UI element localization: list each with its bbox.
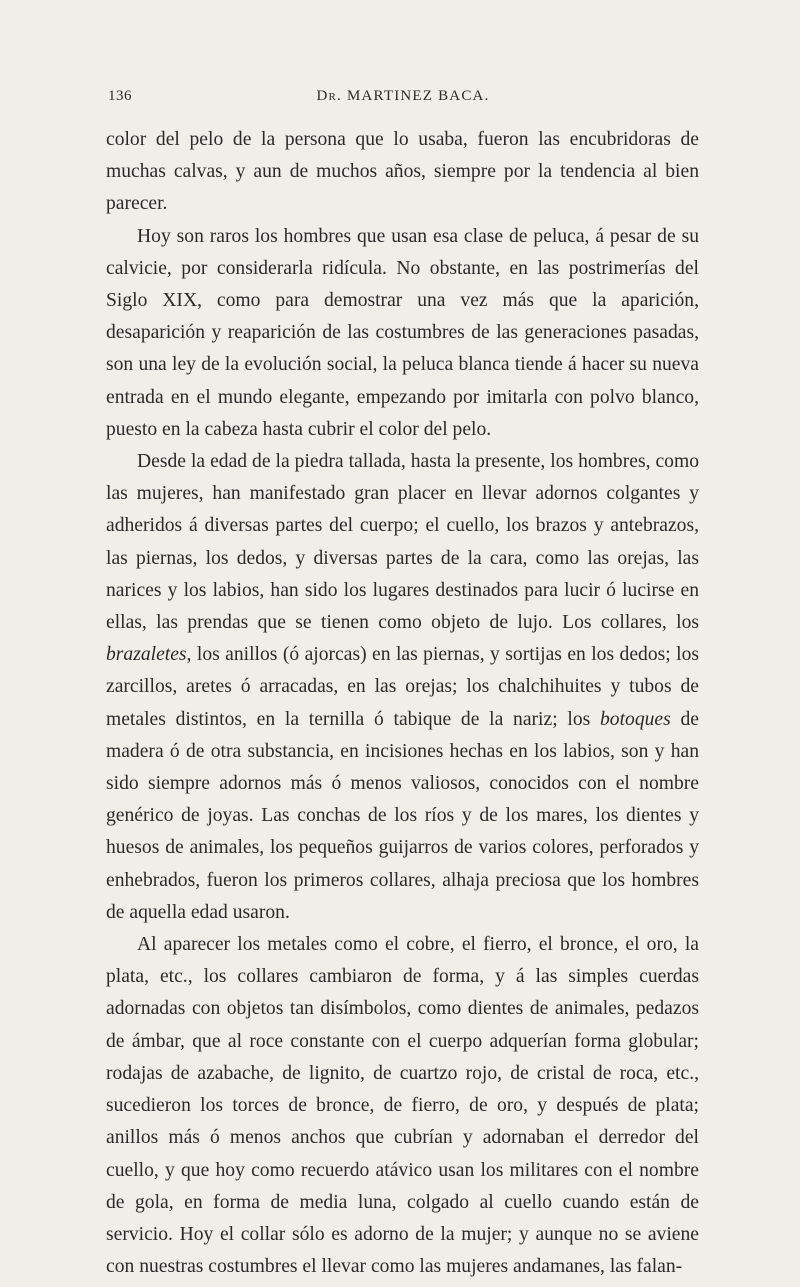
italic-term-botoques: botoques [600,708,671,730]
paragraph-text: , los anillos (ó ajorcas) en las piernas, y sortijas en los dedos; los zarcillos, aretes ó arracadas, en las orejas; los chalchihuites y tubos de metales distintos, en la ternilla ó tabique de la nariz; los [106,644,699,730]
paragraph [106,929,699,1283]
paragraph-text: Desde la edad de la piedra tallada, hasta la presente, los hombres, como las mujeres, han manifestado gran placer en llevar adornos colgantes y adheridos á diversas partes del cuerpo; el cuello, los brazos y antebrazos, las piernas, los dedos, y diversas partes de la cara, como las orejas, las narices y los labios, han sido los lugares destinados para lucir ó lucirse en ellas, las prendas que se tienen como objeto de lujo. Los collares, los [106,451,699,634]
page-number: 136 [108,88,132,104]
paragraph-text: de madera ó de otra substancia, en incisiones hechas en los labios, son y han sido siempre adornos más ó menos valiosos, conocidos con el nombre genérico de joyas. Las conchas de los ríos y de los mares, los dientes y huesos de animales, los pequeños guijarros de varios colores, perforados y enhebrados, fueron los primeros collares, alhaja preciosa que los hombres de aquella edad usaron. [106,708,699,923]
author-prefix: Dr. [316,88,342,104]
body-text [106,124,699,1283]
paragraph-text: Al aparecer los metales como el cobre, el fierro, el bronce, el oro, la plata, etc., los collares cambiaron de forma, y á las simples cuerdas adornadas con objetos tan disímbolos, como dientes de animales, pedazos de ámbar, que al roce constante con el cuerpo adquerían forma globular; rodajas de azabache, de lignito, de cuartzo rojo, de cristal de roca, etc., sucedieron los torces de bronce, de fierro, de oro, y después de plata; anillos más ó menos anchos que cubrían y adornaban el derredor del cuello, y que hoy como recuerdo atávico usan los militares con el nombre de gola, en forma de media luna, colgado al cuello cuando están de servicio. Hoy el collar sólo es adorno de la mujer; y aunque no se aviene con nuestras costumbres el llevar como las mujeres andamanes, las falan- [106,934,699,1278]
paragraph-text: color del pelo de la persona que lo usaba, fueron las encubridoras de muchas calvas, y aun de muchos años, siempre por la tendencia al bien parecer. [106,129,699,215]
paragraph-text: Hoy son raros los hombres que usan esa clase de peluca, á pesar de su calvicie, por considerarla ridícula. No obstante, en las postrimerías del Siglo XIX, como para demostrar una vez más que la aparición, desaparición y reaparición de las costumbres de las generaciones pasadas, son una ley de la evolución social, la peluca blanca tiende á hacer su nueva entrada en el mundo elegante, empezando por imitarla con polvo blanco, puesto en la cabeza hasta cubrir el color del pelo. [106,225,699,440]
paragraph [106,221,699,446]
running-head [108,88,698,105]
author-name: MARTINEZ BACA. [346,88,490,104]
italic-term-brazaletes: brazaletes [106,644,187,666]
paragraph [106,446,699,929]
paragraph [106,124,699,221]
page-header [108,88,698,112]
